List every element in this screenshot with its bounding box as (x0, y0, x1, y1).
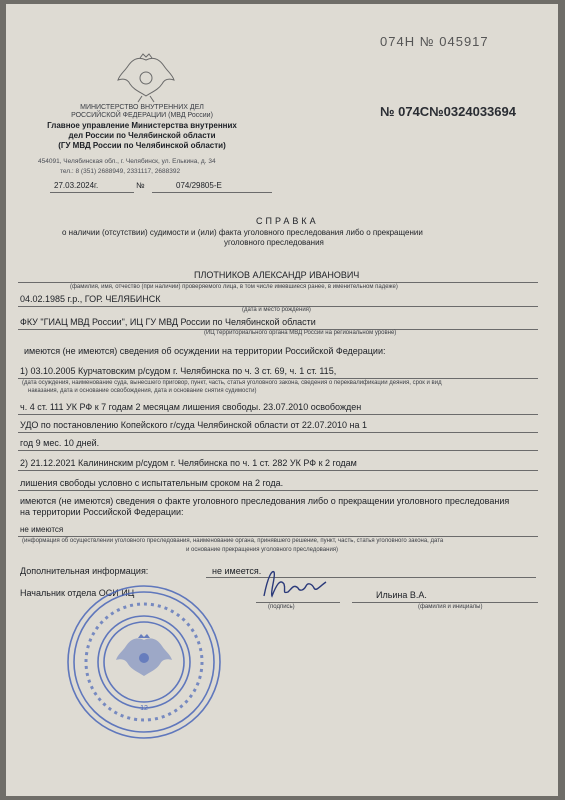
document-subtitle-2: уголовного преследования (224, 238, 324, 247)
convictions-heading: имеются (не имеются) сведения об осуждении на территории Российской Федерации: (24, 346, 386, 356)
address-line: 454091, Челябинская обл., г. Челябинск, ул. Елькина, д. 34 (38, 158, 216, 165)
issuer-info: ФКУ "ГИАЦ МВД России", ИЦ ГУ МВД России по Челябинской области (20, 317, 316, 327)
conviction-1-underline-4 (18, 450, 538, 451)
conviction-2-line-1: 2) 21.12.2021 Калининским р/судом г. Челябинска по ч. 1 ст. 282 УК РФ к 2 годам (20, 458, 357, 468)
prosecution-caption-2: и основание прекращения уголовного преследования) (186, 547, 339, 553)
signer-caption: (фамилия и инициалы) (418, 604, 483, 610)
conviction-1-line-3: УДО по постановлению Копейского г/суда Челябинской области от 22.07.2010 на 1 (20, 420, 367, 430)
conviction-2-underline-1 (18, 470, 538, 471)
conviction-1-underline-3 (18, 432, 538, 433)
prosecution-value: не имеются (20, 525, 64, 534)
prosecution-caption-1: (информация об осуществлении уголовного преследования, наименование органа, принявшего решение, пункт, часть, статья уголовного закона, дата (22, 538, 444, 544)
eagle-emblem-icon (116, 52, 176, 104)
name-caption: (фамилия, имя, отчество (при наличии) проверяемого лица, в том числе имевшиеся ранее, в именительном падеже) (70, 284, 398, 290)
department-line-1: Главное управление Министерства внутренних (47, 121, 237, 130)
document-subtitle-1: о наличии (отсутствии) судимости и (или) факта уголовного преследования либо о прекращении (62, 228, 423, 237)
date-underline (50, 192, 134, 193)
issue-date: 27.03.2024г. (54, 181, 99, 190)
prosecution-underline (18, 536, 538, 537)
conviction-1-line-4: год 9 мес. 10 дней. (20, 438, 100, 448)
person-name: ПЛОТНИКОВ АЛЕКСАНДР ИВАНОВИЧ (194, 270, 360, 280)
issuer-caption: (ИЦ территориального органа МВД России на региональном уровне) (204, 330, 397, 336)
prosecution-heading-1: имеются (не имеются) сведения о факте уголовного преследования либо о прекращении уголовного преследования (20, 496, 510, 506)
phone-line: тел.: 8 (351) 2688949, 2331117, 2688392 (60, 168, 181, 175)
signer-position: Начальник отдела ОСИ ИЦ (20, 588, 135, 598)
form-number: 074Н № 045917 (380, 34, 489, 49)
outgoing-number: 074/29805-Е (176, 181, 222, 190)
number-underline (152, 192, 272, 193)
signature-caption: (подпись) (268, 604, 295, 610)
conviction-1-underline-2 (18, 414, 538, 415)
conviction-1-line-2: ч. 4 ст. 111 УК РФ к 7 годам 2 месяцам лишения свободы. 23.07.2010 освобожден (20, 402, 362, 412)
department-line-2: дел России по Челябинской области (68, 131, 216, 140)
prosecution-heading-2: на территории Российской Федерации: (20, 507, 184, 517)
birth-caption: (дата и место рождения) (242, 307, 311, 313)
signer-underline (352, 602, 538, 603)
conviction-caption-1: (дата осуждения, наименование суда, вынесшего приговор, пункт, часть, статья уголовного закона, сведения о переквалификации деяния, срок и вид (22, 380, 442, 386)
stamp-number: 12 (140, 705, 148, 712)
document-title: СПРАВКА (256, 216, 319, 226)
serial-number: № 074С№0324033694 (380, 104, 516, 119)
conviction-1-underline-1 (18, 378, 538, 379)
department-line-3: (ГУ МВД России по Челябинской области) (58, 141, 226, 150)
additional-info-label: Дополнительная информация: (20, 566, 149, 576)
birth-info: 04.02.1985 г.р., ГОР. ЧЕЛЯБИНСК (20, 294, 161, 304)
official-stamp-icon (64, 582, 224, 742)
name-underline (18, 282, 538, 283)
certificate-page (6, 4, 558, 796)
conviction-2-line-2: лишения свободы условно с испытательным сроком на 2 года. (20, 478, 284, 488)
conviction-2-underline-2 (18, 490, 538, 491)
number-sign: № (136, 181, 145, 190)
ministry-line-2: РОССИЙСКОЙ ФЕДЕРАЦИИ (МВД России) (71, 112, 213, 119)
signer-name: Ильина В.А. (376, 590, 427, 600)
additional-info-value: не имеется. (212, 566, 262, 576)
additional-underline (206, 577, 536, 578)
ministry-line-1: МИНИСТЕРСТВО ВНУТРЕННИХ ДЕЛ (80, 104, 204, 111)
handwritten-signature (260, 566, 330, 604)
conviction-caption-2: наказания, дата и основание освобождения, дата и основание снятия судимости) (28, 388, 257, 394)
conviction-1-line-1: 1) 03.10.2005 Курчатовским р/судом г. Челябинска по ч. 3 ст. 69, ч. 1 ст. 115, (20, 366, 337, 376)
